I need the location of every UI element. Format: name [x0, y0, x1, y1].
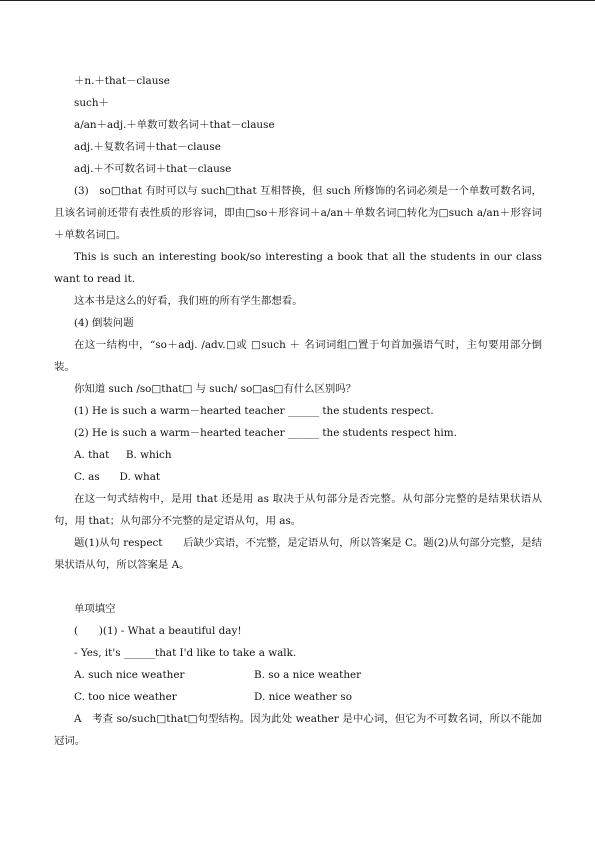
explanation-1: 在这一句式结构中，是用 that 还是用 as 取决于从句部分是否完整。从句部分完整的是结果状语从句，用 that；从句部分不完整的是定语从句，用 as。 — [54, 493, 542, 527]
option-a: A. that — [74, 449, 110, 461]
pattern-line: a/an＋adj.＋单数可数名词＋that－clause — [74, 119, 275, 131]
point-3-paragraph: (3) so□that 有时可以与 such□that 互相替换，但 such 所修饰的名词必须是一个单数可数名词，且该名词前还带有表性质的形容词，即由□so＋形容词＋a/an＋单数名词□转化为□such a/an＋形容词＋单数名词□。 — [54, 185, 542, 241]
option-b: B. which — [125, 449, 172, 461]
exercise-stem-2: - Yes, it's ______that I'd like to take a walk. — [74, 647, 297, 659]
exercise-answer: A 考查 so/such□that□句型结构。因为此处 weather 是中心词，但它为不可数名词，所以不能加冠词。 — [54, 713, 542, 747]
exercise-option-a: A. such nice weather — [74, 669, 185, 681]
option-c: C. as — [74, 471, 100, 483]
question-1: (1) He is such a warm－hearted teacher ______ the students respect. — [74, 405, 434, 417]
section-gap — [54, 576, 542, 598]
example-sentence-en: This is such an interesting book/so interesting a book that all the students in our class want to read it. — [54, 251, 542, 285]
pattern-line: adj.＋复数名词＋that－clause — [74, 141, 221, 153]
page-top-rule — [0, 0, 595, 1]
point-4-paragraph: 在这一结构中，“so＋adj. /adv.□或 □such ＋ 名词词组□置于句首加强语气时，主句要用部分倒装。 — [54, 339, 542, 373]
options-row-cd — [54, 466, 542, 488]
question-prompt: 你知道 such /so□that□ 与 such/ so□as□有什么区别吗？ — [74, 383, 357, 395]
exercise-heading: 单项填空 — [74, 603, 116, 615]
pattern-line: ＋n.＋that－clause — [74, 75, 170, 87]
exercise-option-c: C. too nice weather — [74, 691, 177, 703]
explanation-2: 题(1)从句 respect 后缺少宾语，不完整，是定语从句，所以答案是 C。题(2)从句部分完整，是结果状语从句，所以答案是 A。 — [54, 537, 542, 571]
pattern-line: adj.＋不可数名词＋that－clause — [74, 163, 232, 175]
point-4-heading: (4) 倒装问题 — [74, 317, 134, 329]
exercise-stem-1: ( )(1) - What a beautiful day! — [74, 625, 242, 637]
option-d: D. what — [119, 471, 161, 483]
exercise-options-ab — [54, 664, 542, 686]
exercise-option-d: D. nice weather so — [254, 691, 352, 703]
exercise-option-b: B. so a nice weather — [254, 669, 362, 681]
example-sentence-zh: 这本书是这么的好看，我们班的所有学生都想看。 — [74, 295, 303, 307]
exercise-options-cd — [54, 686, 542, 708]
document-page — [54, 70, 542, 752]
pattern-line: such＋ — [74, 97, 109, 109]
question-2: (2) He is such a warm－hearted teacher ______ the students respect him. — [74, 427, 457, 439]
options-row-ab — [54, 444, 542, 466]
